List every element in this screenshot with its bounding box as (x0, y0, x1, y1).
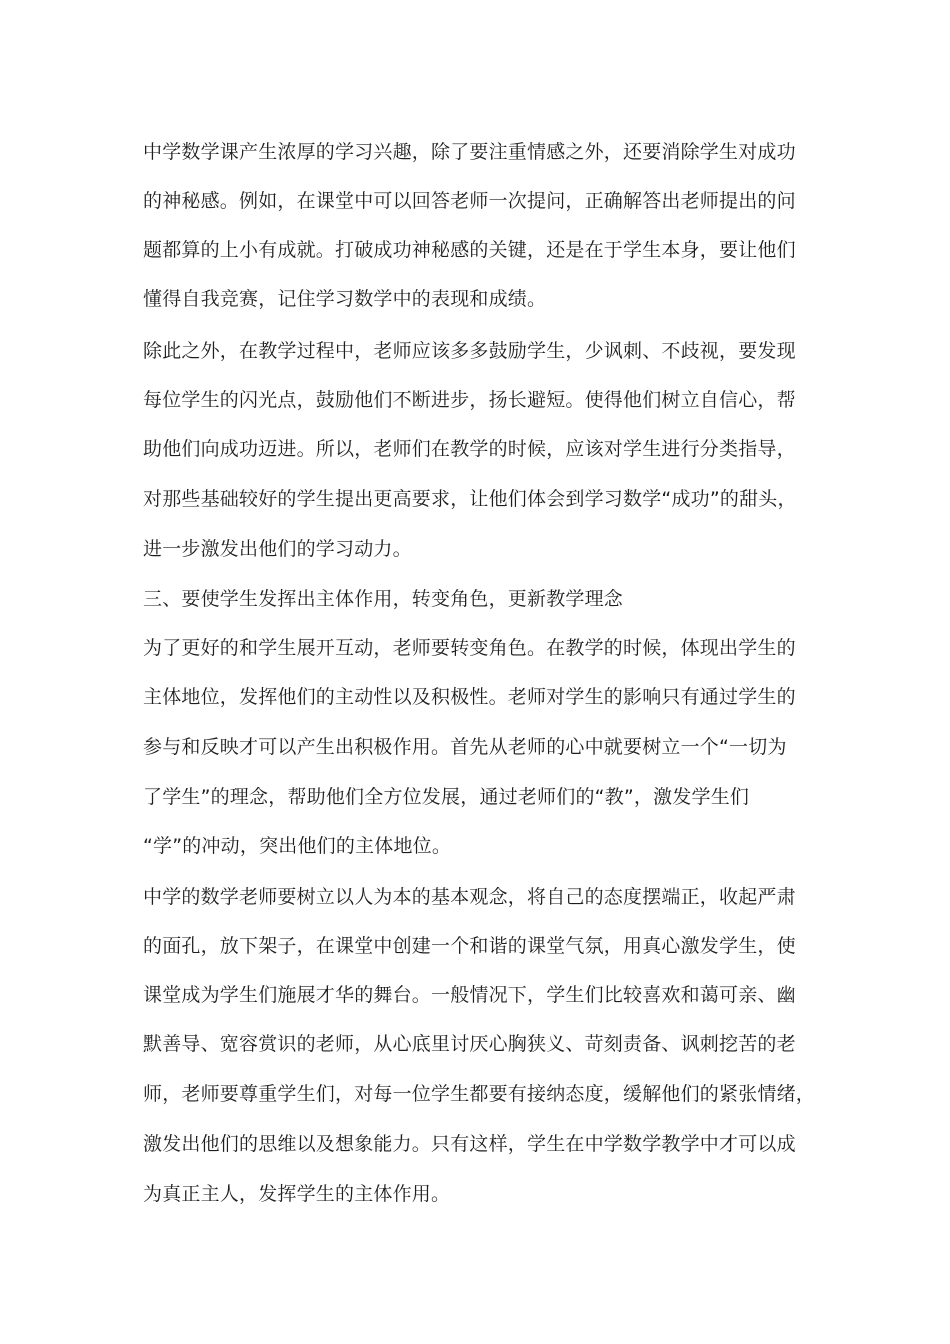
text-line: 主体地位，发挥他们的主动性以及积极性。老师对学生的影响只有通过学生的 (143, 686, 796, 708)
text-line: 中学数学课产生浓厚的学习兴趣，除了要注重情感之外，还要消除学生对成功 (143, 141, 796, 163)
text-line: 对那些基础较好的学生提出更高要求，让他们体会到学习数学“成功”的甜头， (143, 488, 797, 510)
text-line: 题都算的上小有成就。打破成功神秘感的关键，还是在于学生本身，要让他们 (143, 239, 796, 261)
text-line: 中学的数学老师要树立以人为本的基本观念，将自己的态度摆端正，收起严肃 (143, 886, 796, 908)
text-line: 师，老师要尊重学生们，对每一位学生都要有接纳态度，缓解他们的紧张情绪， (143, 1083, 816, 1105)
text-line: 默善导、宽容赏识的老师，从心底里讨厌心胸狭义、苛刻责备、讽刺挖苦的老 (143, 1033, 796, 1055)
text-line: 为真正主人，发挥学生的主体作用。 (143, 1183, 451, 1205)
text-line: 的神秘感。例如，在课堂中可以回答老师一次提问，正确解答出老师提出的问 (143, 190, 796, 212)
text-line: 进一步激发出他们的学习动力。 (143, 538, 412, 560)
text-line: 参与和反映才可以产生出积极作用。首先从老师的心中就要树立一个“一切为 (143, 736, 787, 758)
text-line: 助他们向成功迈进。所以，老师们在教学的时候，应该对学生进行分类指导， (143, 438, 796, 460)
text-line: 懂得自我竞赛，记住学习数学中的表现和成绩。 (143, 288, 547, 310)
text-line: 除此之外，在教学过程中，老师应该多多鼓励学生，少讽刺、不歧视，要发现 (143, 340, 796, 362)
text-line: 了学生”的理念，帮助他们全方位发展，通过老师们的“教”，激发学生们 (143, 786, 750, 808)
text-line: 的面孔，放下架子，在课堂中创建一个和谐的课堂气氛，用真心激发学生，使 (143, 935, 796, 957)
text-line: 课堂成为学生们施展才华的舞台。一般情况下，学生们比较喜欢和蔼可亲、幽 (143, 984, 796, 1006)
section-heading: 三、要使学生发挥出主体作用，转变角色，更新教学理念 (143, 588, 624, 610)
text-line: 为了更好的和学生展开互动，老师要转变角色。在教学的时候，体现出学生的 (143, 637, 796, 659)
text-line: 每位学生的闪光点，鼓励他们不断进步，扬长避短。使得他们树立自信心，帮 (143, 389, 796, 411)
text-line: “学”的冲动，突出他们的主体地位。 (143, 835, 452, 857)
text-line: 激发出他们的思维以及想象能力。只有这样，学生在中学数学教学中才可以成 (143, 1133, 796, 1155)
